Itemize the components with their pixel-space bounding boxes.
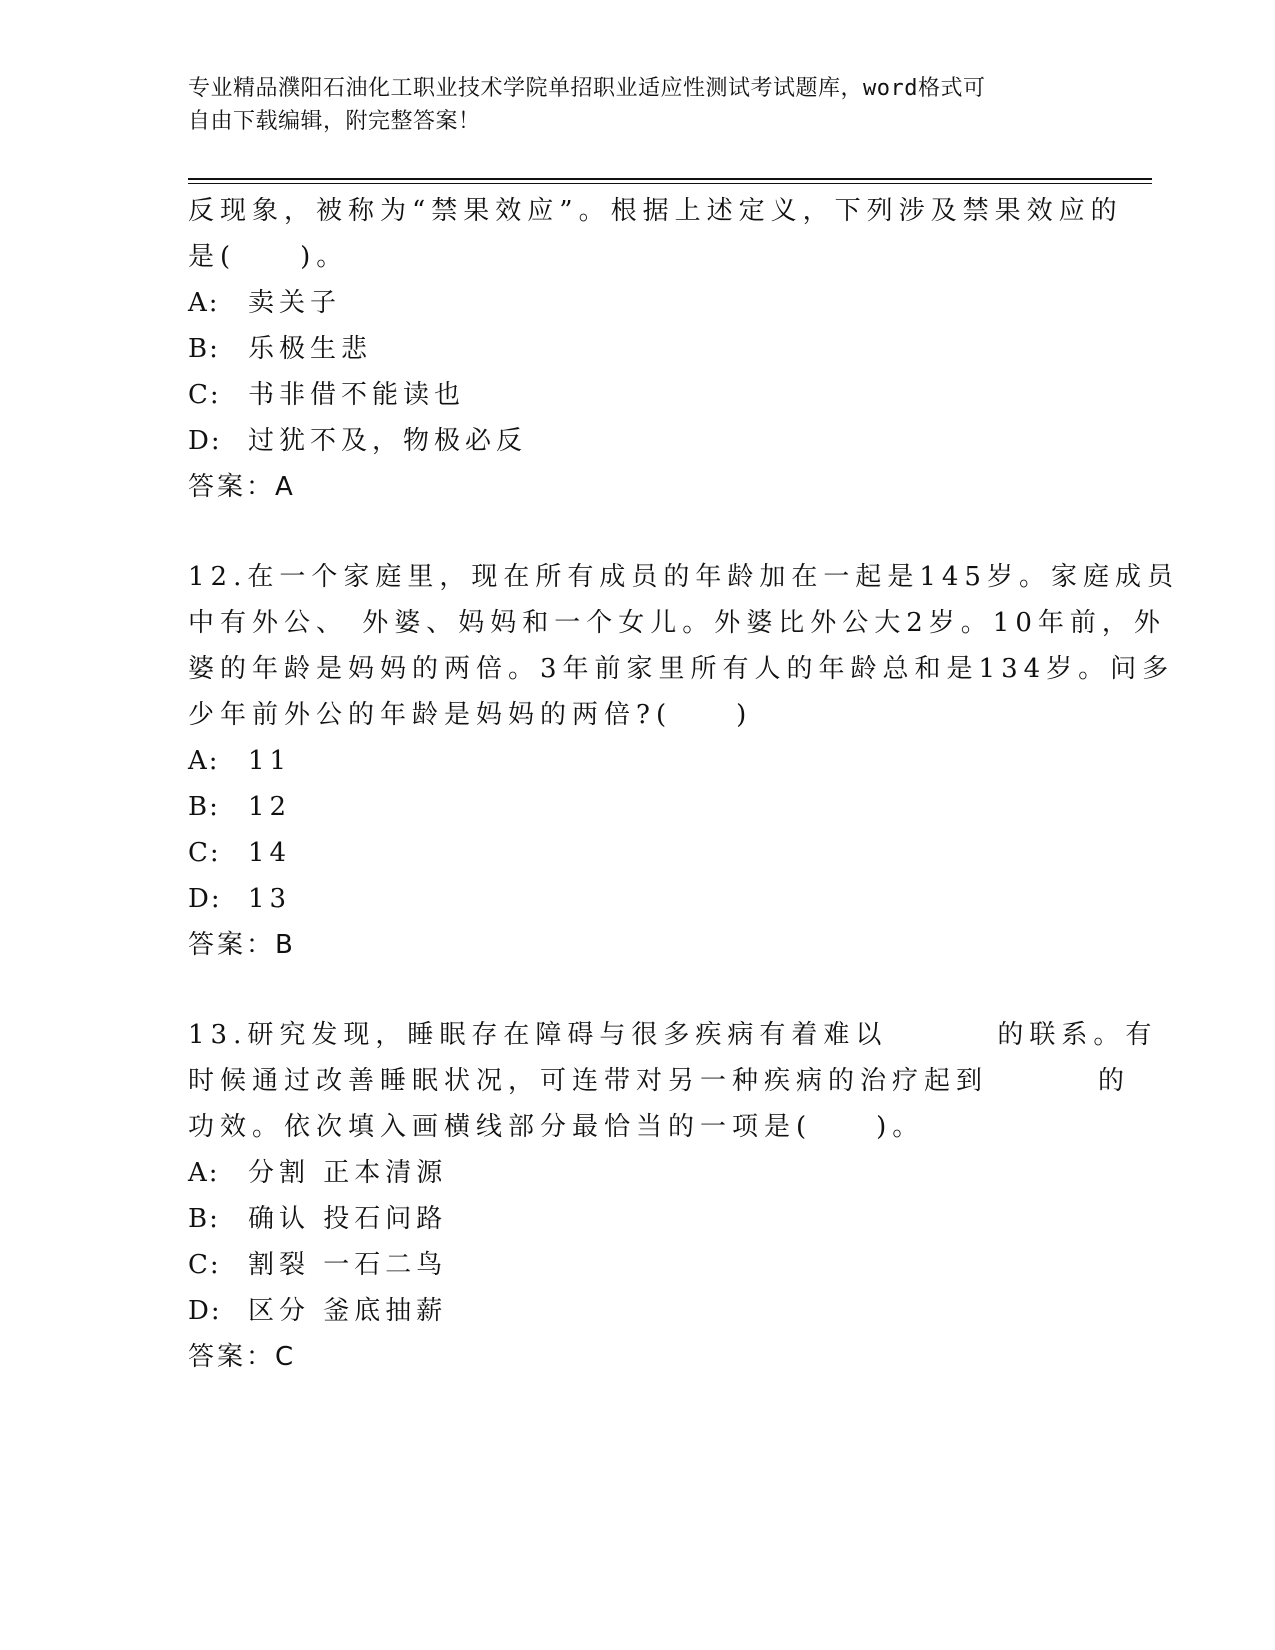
- document-body: [188, 188, 1179, 1380]
- option-a: [188, 738, 1088, 784]
- option-key: B:: [188, 334, 220, 364]
- option-key: A:: [188, 288, 220, 318]
- question-text-line: 是( )。: [188, 242, 349, 272]
- option-text: 14: [248, 838, 292, 868]
- question-text-line: 反现象，被称为“禁果效应”。根据上述定义，下列涉及禁果效应的: [188, 196, 1123, 226]
- option-text: 13: [248, 884, 292, 914]
- option-c: [188, 372, 1088, 418]
- page-header: [188, 72, 1088, 138]
- option-text: 12: [248, 792, 292, 822]
- option-c: [188, 1242, 1088, 1288]
- option-text: 11: [248, 746, 292, 776]
- option-key: C:: [188, 1250, 221, 1280]
- answer-line: 答案：C: [188, 1342, 297, 1372]
- question-text-line: [188, 1012, 1158, 1058]
- header-divider: [188, 178, 1152, 180]
- option-d: [188, 418, 1088, 464]
- answer-line: 答案：B: [188, 930, 296, 960]
- question-11: [188, 188, 1123, 510]
- option-text: 割裂 一石二鸟: [248, 1250, 448, 1280]
- option-key: C:: [188, 380, 221, 410]
- answer-line: 答案：A: [188, 472, 296, 502]
- option-text: 分割 正本清源: [248, 1158, 448, 1188]
- option-text: 确认 投石问路: [248, 1204, 448, 1234]
- option-c: [188, 830, 1088, 876]
- question-text-segment: 的: [1098, 1066, 1131, 1096]
- option-b: [188, 326, 1088, 372]
- header-divider-thin: [188, 183, 1152, 184]
- option-text: 书非借不能读也: [248, 380, 466, 410]
- option-key: C:: [188, 838, 221, 868]
- question-text-line: 中有外公、 外婆、妈妈和一个女儿。外婆比外公大2岁。10年前，外: [188, 608, 1166, 638]
- option-key: D:: [188, 426, 222, 456]
- option-text: 过犹不及，物极必反: [248, 426, 528, 456]
- question-text-line: [188, 1058, 1131, 1104]
- question-text-segment: 13.研究发现，睡眠存在障碍与很多疾病有着难以: [188, 1020, 888, 1050]
- option-b: [188, 1196, 1088, 1242]
- question-text-segment: 的联系。有: [997, 1020, 1158, 1050]
- question-text-line: 12.在一个家庭里，现在所有成员的年龄加在一起是145岁。家庭成员: [188, 562, 1179, 592]
- option-key: B:: [188, 792, 220, 822]
- question-text-line: 功效。依次填入画横线部分最恰当的一项是( )。: [188, 1112, 925, 1142]
- question-text-line: 少年前外公的年龄是妈妈的两倍?( ): [188, 700, 753, 730]
- option-key: A:: [188, 746, 220, 776]
- question-text-segment: 时候通过改善睡眠状况，可连带对另一种疾病的治疗起到: [188, 1066, 989, 1096]
- option-key: A:: [188, 1158, 220, 1188]
- option-key: D:: [188, 884, 222, 914]
- header-line-1: 专业精品濮阳石油化工职业技术学院单招职业适应性测试考试题库，word格式可: [188, 76, 986, 101]
- option-key: B:: [188, 1204, 220, 1234]
- question-text-line: 婆的年龄是妈妈的两倍。3年前家里所有人的年龄总和是134岁。问多: [188, 654, 1175, 684]
- option-d: [188, 1288, 1088, 1334]
- option-d: [188, 876, 1088, 922]
- option-text: 区分 釜底抽薪: [248, 1296, 448, 1326]
- option-a: [188, 1150, 1088, 1196]
- question-13: [188, 1012, 1158, 1380]
- header-line-2: 自由下载编辑，附完整答案！: [188, 109, 481, 134]
- option-key: D:: [188, 1296, 222, 1326]
- option-a: [188, 280, 1088, 326]
- option-b: [188, 784, 1088, 830]
- question-12: [188, 554, 1179, 968]
- option-text: 乐极生悲: [248, 334, 373, 364]
- option-text: 卖关子: [248, 288, 342, 318]
